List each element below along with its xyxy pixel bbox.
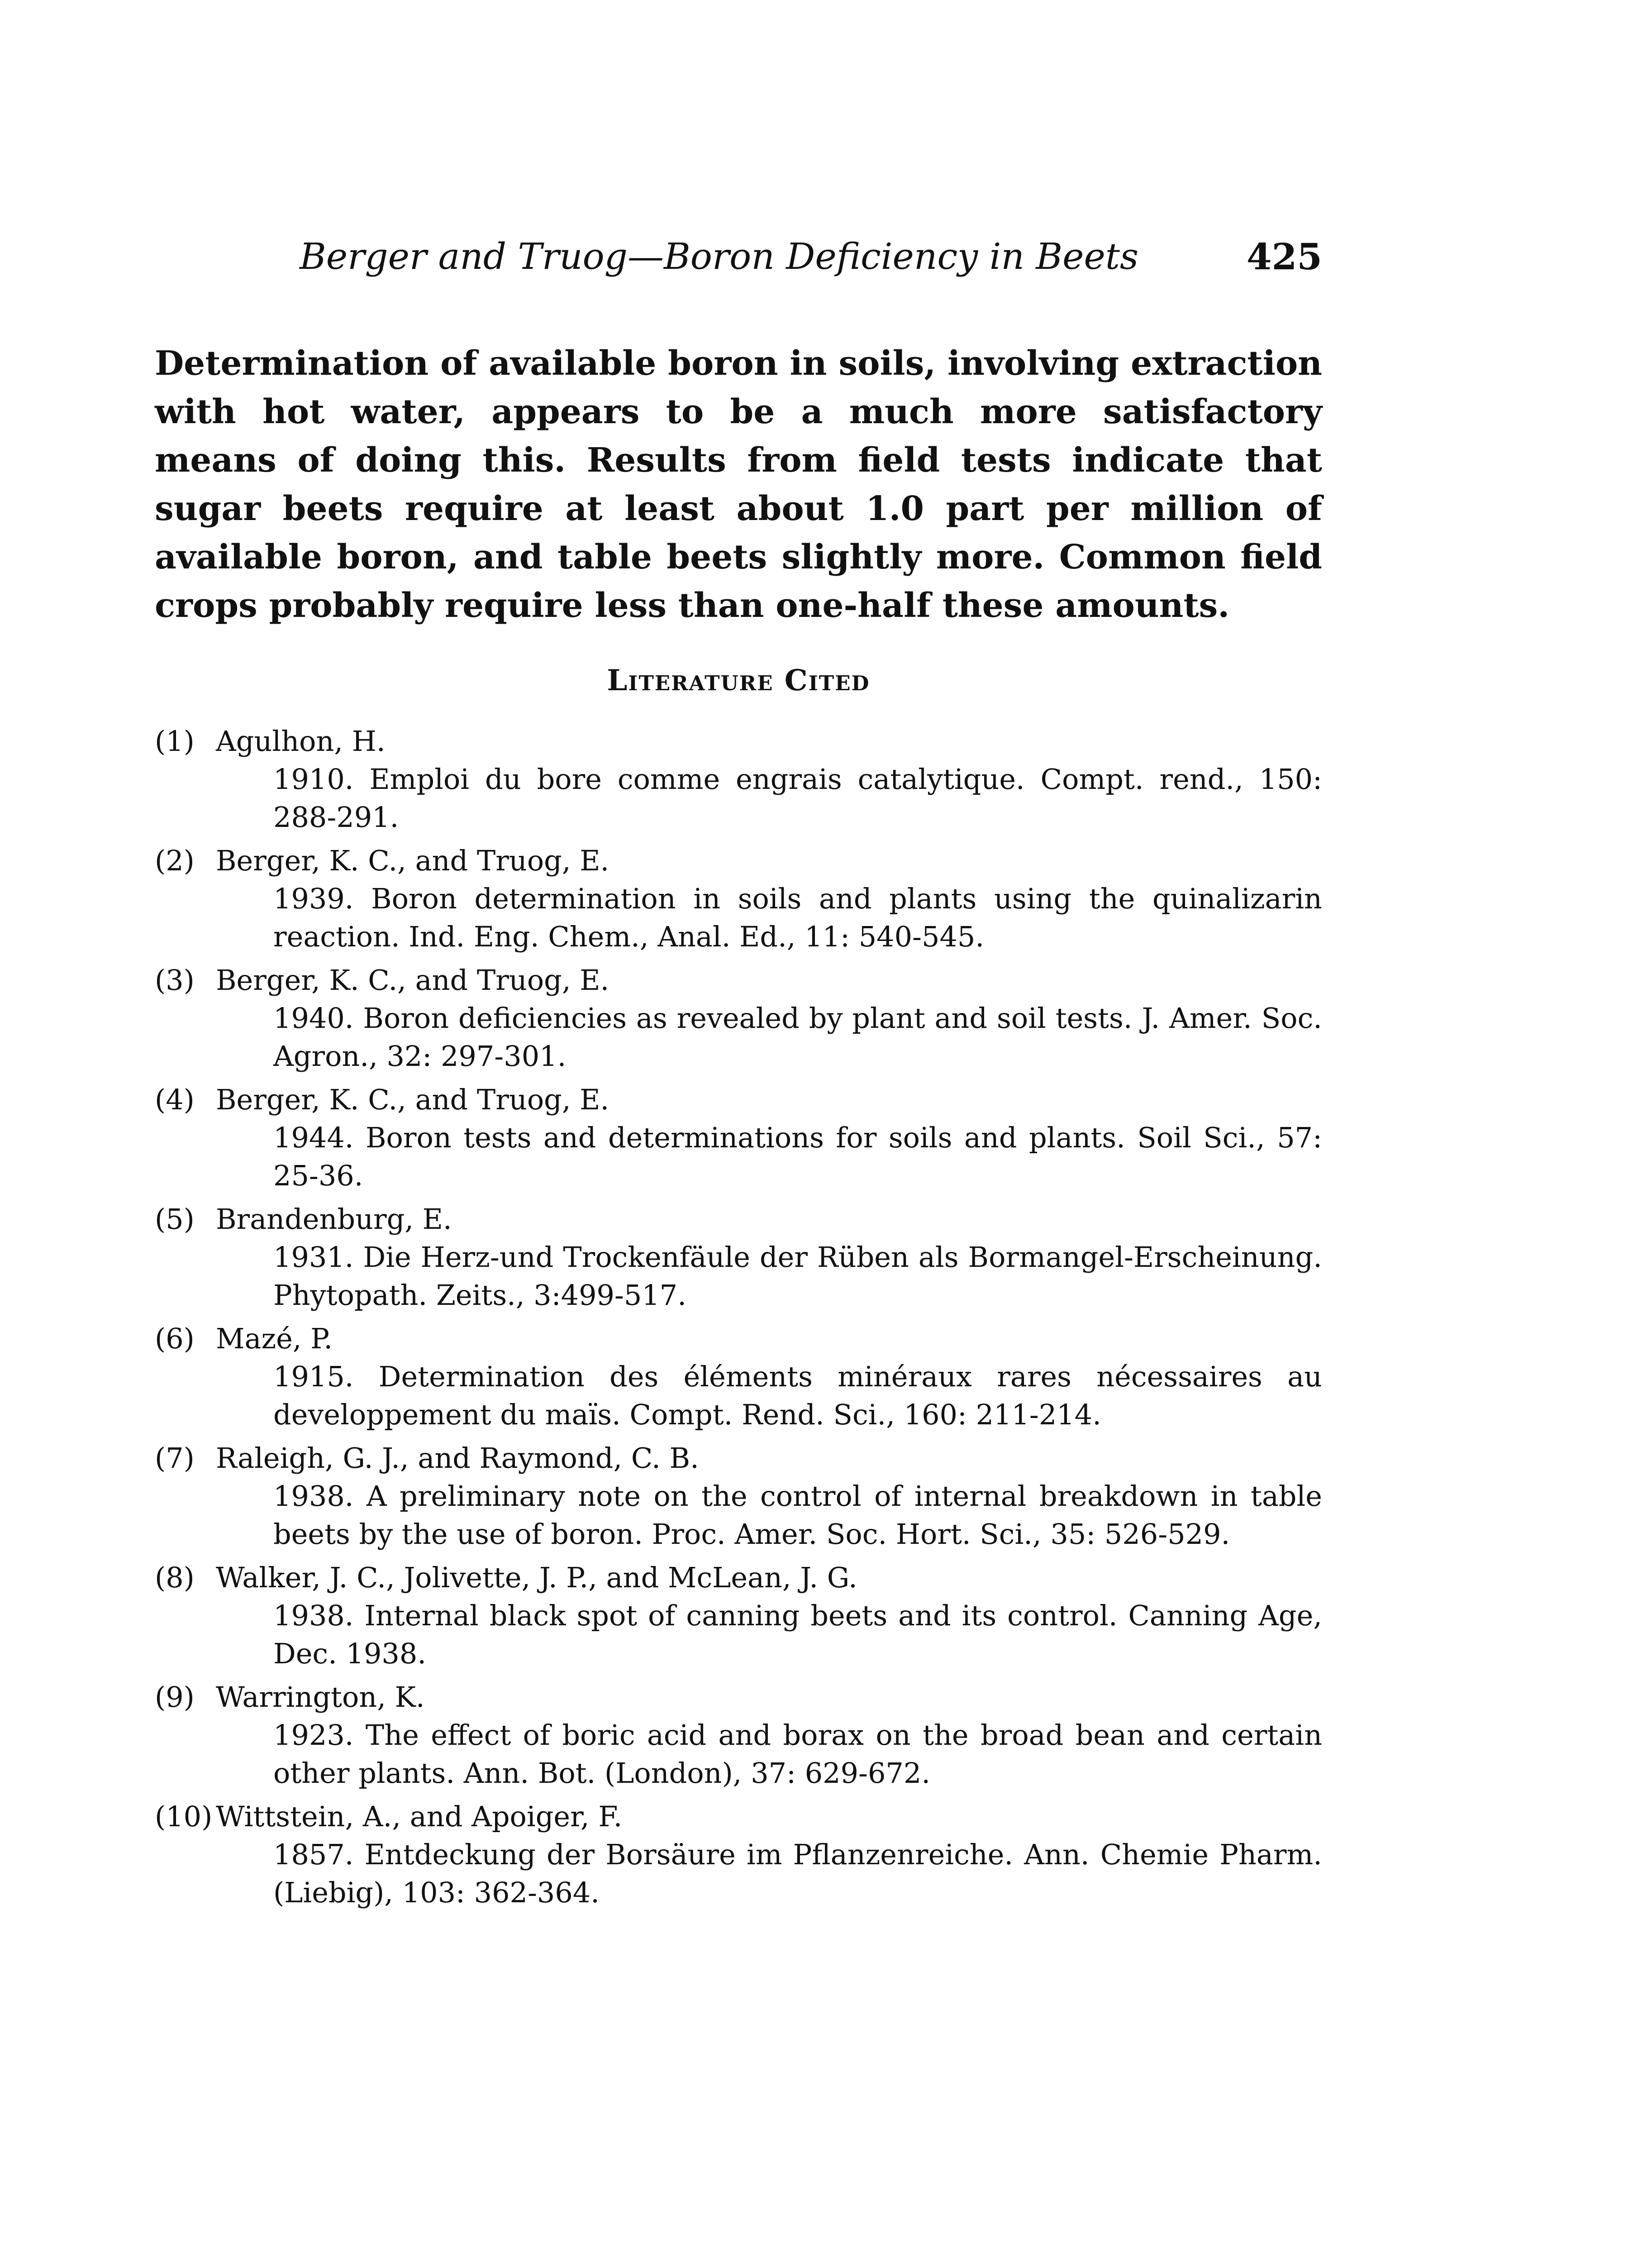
reference-citation: 1910. Emploi du bore comme engrais catalytique. Compt. rend., 150: 288-291. (273, 763, 1322, 834)
reference-citation: 1938. Internal black spot of canning beets and its control. Canning Age, Dec. 1938. (273, 1599, 1322, 1670)
page (155, 235, 1322, 1917)
reference-authors: Agulhon, H. (216, 725, 386, 758)
reference-number: (1) (155, 725, 195, 758)
reference-citation: 1939. Boron determination in soils and plants using the quinalizarin reaction. Ind. Eng. Chem., Anal. Ed., 11: 540-545. (273, 882, 1322, 953)
reference-item (155, 961, 1322, 1075)
reference-citation: 1857. Entdeckung der Borsäure im Pflanzenreiche. Ann. Chemie Pharm. (Liebig), 103: 362-364. (273, 1838, 1322, 1909)
reference-number: (8) (155, 1561, 195, 1594)
reference-item (155, 1559, 1322, 1673)
reference-item (155, 1081, 1322, 1195)
reference-authors: Raleigh, G. J., and Raymond, C. B. (216, 1442, 699, 1475)
reference-authors: Warrington, K. (216, 1681, 425, 1714)
reference-item (155, 1200, 1322, 1314)
reference-item (155, 1439, 1322, 1553)
reference-list (155, 722, 1322, 1912)
reference-number: (7) (155, 1442, 195, 1475)
body-paragraph: Determination of available boron in soils, involving extraction with hot water, appears to be a much more satisfactory means of doing this. Results from field tests indicate that sugar beets require at least about 1.0 part per million of available boron, and table beets slightly more. Common field crops probably require less than one-half these amounts. (155, 344, 1322, 625)
reference-citation: 1931. Die Herz-und Trockenfäule der Rüben als Bormangel-Erscheinung. Phytopath. Zeits., 3:499-517. (273, 1241, 1322, 1312)
reference-authors: Brandenburg, E. (216, 1203, 452, 1236)
reference-citation: 1915. Determination des éléments minéraux rares nécessaires au developpement du maïs. Compt. Rend. Sci., 160: 211-214. (273, 1360, 1322, 1431)
reference-authors: Wittstein, A., and Apoiger, F. (216, 1800, 623, 1833)
reference-number: (2) (155, 844, 195, 877)
running-head-title: Berger and Truog—Boron Deficiency in Beets (300, 235, 1139, 277)
reference-item (155, 842, 1322, 956)
reference-item (155, 722, 1322, 836)
reference-number: (4) (155, 1083, 195, 1116)
reference-authors: Berger, K. C., and Truog, E. (216, 1083, 609, 1116)
reference-citation: 1938. A preliminary note on the control of internal breakdown in table beets by the use of boron. Proc. Amer. Soc. Hort. Sci., 35: 526-529. (273, 1480, 1322, 1551)
reference-authors: Mazé, P. (216, 1322, 333, 1355)
reference-authors: Berger, K. C., and Truog, E. (216, 964, 609, 997)
reference-authors: Walker, J. C., Jolivette, J. P., and McLean, J. G. (216, 1561, 857, 1594)
reference-number: (10) (155, 1800, 213, 1833)
reference-citation: 1940. Boron deficiencies as revealed by plant and soil tests. J. Amer. Soc. Agron., 32: 297-301. (273, 1002, 1322, 1073)
running-head (155, 235, 1322, 290)
reference-number: (6) (155, 1322, 195, 1355)
reference-item (155, 1798, 1322, 1912)
reference-authors: Berger, K. C., and Truog, E. (216, 844, 609, 877)
reference-item (155, 1320, 1322, 1434)
reference-number: (9) (155, 1681, 195, 1714)
reference-number: (3) (155, 964, 195, 997)
page-number: 425 (1247, 235, 1322, 278)
reference-number: (5) (155, 1203, 195, 1236)
reference-citation: 1923. The effect of boric acid and borax on the broad bean and certain other plants. Ann. Bot. (London), 37: 629-672. (273, 1719, 1322, 1790)
reference-item (155, 1678, 1322, 1792)
reference-citation: 1944. Boron tests and determinations for soils and plants. Soil Sci., 57: 25-36. (273, 1121, 1322, 1192)
literature-cited-heading: Literature Cited (607, 664, 870, 697)
